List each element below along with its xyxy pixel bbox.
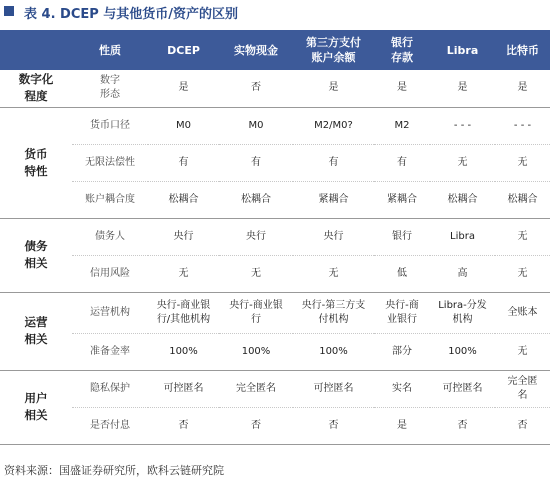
cell: 无 xyxy=(495,333,550,370)
header-cash: 实物现金 xyxy=(219,30,293,70)
cell: 是 xyxy=(430,70,495,107)
attr-label: 是否付息 xyxy=(72,407,148,444)
cell: 央行 xyxy=(219,218,293,255)
cell: 无 xyxy=(219,255,293,292)
cell: 是 xyxy=(374,70,430,107)
attr-label: 信用风险 xyxy=(72,255,148,292)
attr-label: 无限法偿性 xyxy=(72,144,148,181)
cell: 100% xyxy=(219,333,293,370)
cell: 是 xyxy=(374,407,430,444)
comparison-table xyxy=(0,30,550,445)
title-marker-icon xyxy=(4,6,14,16)
cell: 松耦合 xyxy=(219,181,293,218)
cell: 央行-第三方支 付机构 xyxy=(293,292,374,333)
cell: 有 xyxy=(293,144,374,181)
cell: M0 xyxy=(219,107,293,144)
cell: 紧耦合 xyxy=(293,181,374,218)
cell: 完全匿 名 xyxy=(495,370,550,407)
header-third-party: 第三方支付 账户余额 xyxy=(293,30,374,70)
header-bank-deposit: 银行 存款 xyxy=(374,30,430,70)
cell: 实名 xyxy=(374,370,430,407)
attr-label: 隐私保护 xyxy=(72,370,148,407)
cell: 松耦合 xyxy=(430,181,495,218)
table-row xyxy=(0,333,550,370)
cell: 否 xyxy=(219,70,293,107)
cell: 完全匿名 xyxy=(219,370,293,407)
group-label: 运营 相关 xyxy=(0,292,72,370)
cell: 否 xyxy=(148,407,219,444)
cell: 央行-商业银 行/其他机构 xyxy=(148,292,219,333)
group-label: 数字化 程度 xyxy=(0,70,72,107)
table-row xyxy=(0,70,550,107)
cell: 紧耦合 xyxy=(374,181,430,218)
attr-label: 准备金率 xyxy=(72,333,148,370)
header-dcep: DCEP xyxy=(148,30,219,70)
source-note: 资料来源：国盛证券研究所，欧科云链研究院 xyxy=(4,464,224,477)
attr-label: 数字 形态 xyxy=(72,70,148,107)
cell: 央行-商业银 行 xyxy=(219,292,293,333)
cell: Libra-分发 机构 xyxy=(430,292,495,333)
cell: 全账本 xyxy=(495,292,550,333)
table-row xyxy=(0,255,550,292)
table-row xyxy=(0,181,550,218)
header-nature: 性质 xyxy=(72,30,148,70)
table-title: 表 4. DCEP 与其他货币/资产的区别 xyxy=(24,7,239,22)
header-row xyxy=(0,30,550,70)
cell: Libra xyxy=(430,218,495,255)
cell: 是 xyxy=(495,70,550,107)
cell: 松耦合 xyxy=(495,181,550,218)
cell: 100% xyxy=(430,333,495,370)
cell: 无 xyxy=(430,144,495,181)
cell: 100% xyxy=(293,333,374,370)
cell: 银行 xyxy=(374,218,430,255)
header-blank xyxy=(0,30,72,70)
cell: - - - xyxy=(495,107,550,144)
cell: 100% xyxy=(148,333,219,370)
cell: 无 xyxy=(495,218,550,255)
group-label: 货币 特性 xyxy=(0,107,72,218)
attr-label: 货币口径 xyxy=(72,107,148,144)
cell: 松耦合 xyxy=(148,181,219,218)
cell: 可控匿名 xyxy=(148,370,219,407)
cell: 有 xyxy=(219,144,293,181)
table-row xyxy=(0,144,550,181)
cell: M0 xyxy=(148,107,219,144)
header-bitcoin: 比特币 xyxy=(495,30,550,70)
group-label: 用户 相关 xyxy=(0,370,72,444)
attr-label: 债务人 xyxy=(72,218,148,255)
cell: - - - xyxy=(430,107,495,144)
cell: M2 xyxy=(374,107,430,144)
attr-label: 账户耦合度 xyxy=(72,181,148,218)
cell: 央行-商 业银行 xyxy=(374,292,430,333)
cell: 可控匿名 xyxy=(430,370,495,407)
cell: 否 xyxy=(430,407,495,444)
table-row xyxy=(0,218,550,255)
group-label: 债务 相关 xyxy=(0,218,72,292)
cell: 有 xyxy=(148,144,219,181)
cell: 无 xyxy=(293,255,374,292)
attr-label: 运营机构 xyxy=(72,292,148,333)
cell: 是 xyxy=(148,70,219,107)
cell: 有 xyxy=(374,144,430,181)
cell: 是 xyxy=(293,70,374,107)
cell: 央行 xyxy=(293,218,374,255)
title-bar xyxy=(0,0,550,24)
cell: 无 xyxy=(495,144,550,181)
cell: M2/M0? xyxy=(293,107,374,144)
table-row xyxy=(0,292,550,333)
cell: 否 xyxy=(495,407,550,444)
cell: 无 xyxy=(495,255,550,292)
table-row xyxy=(0,407,550,444)
cell: 无 xyxy=(148,255,219,292)
table-row xyxy=(0,370,550,407)
cell: 低 xyxy=(374,255,430,292)
cell: 否 xyxy=(293,407,374,444)
cell: 可控匿名 xyxy=(293,370,374,407)
cell: 高 xyxy=(430,255,495,292)
cell: 央行 xyxy=(148,218,219,255)
header-libra: Libra xyxy=(430,30,495,70)
cell: 否 xyxy=(219,407,293,444)
table-row xyxy=(0,107,550,144)
cell: 部分 xyxy=(374,333,430,370)
